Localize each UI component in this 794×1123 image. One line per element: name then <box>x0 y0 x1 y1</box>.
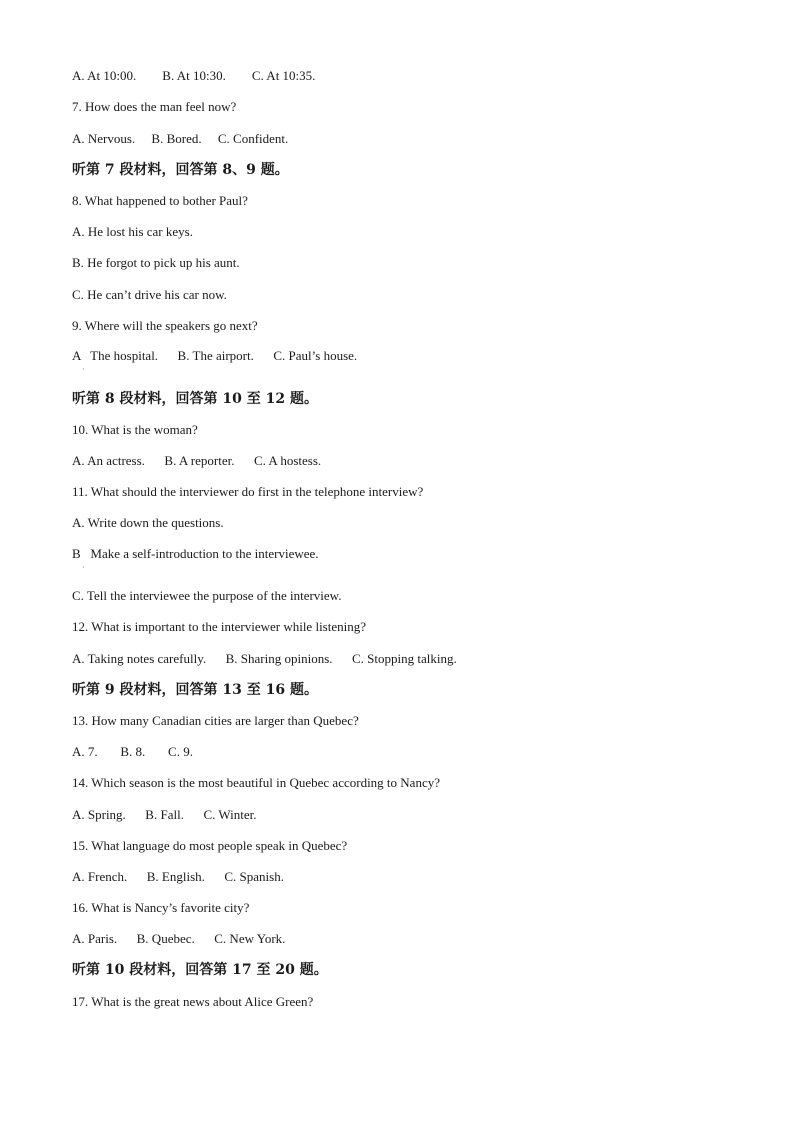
q8-option-a: A. He lost his car keys. <box>72 224 193 239</box>
q15-question: 15. What language do most people speak in Quebec? <box>72 838 348 853</box>
q10-options: A. An actress. B. A reporter. C. A hostess. <box>72 453 322 468</box>
section-9-heading: 听第 9 段材料，回答第 13 至 16 题。 <box>72 682 318 698</box>
q9-options: A The hospital. B. The airport. C. Paul’s house. <box>72 348 358 363</box>
q14-options: A. Spring. B. Fall. C. Winter. <box>72 807 257 822</box>
q6-options: A. At 10:00. B. At 10:30. C. At 10:35. <box>72 68 316 83</box>
q13-question: 13. How many Canadian cities are larger than Quebec? <box>72 713 359 728</box>
section-10-heading: 听第 10 段材料，回答第 17 至 20 题。 <box>72 962 328 978</box>
q12-options: A. Taking notes carefully. B. Sharing opinions. C. Stopping talking. <box>72 651 457 666</box>
q12-question: 12. What is important to the interviewer while listening? <box>72 619 366 634</box>
stray-dot: · <box>82 365 85 374</box>
q9-question: 9. Where will the speakers go next? <box>72 318 258 333</box>
q7-question: 7. How does the man feel now? <box>72 99 237 114</box>
q8-question: 8. What happened to bother Paul? <box>72 193 248 208</box>
q11-option-c: C. Tell the interviewee the purpose of the interview. <box>72 588 342 603</box>
q10-question: 10. What is the woman? <box>72 422 198 437</box>
section-8-heading: 听第 8 段材料，回答第 10 至 12 题。 <box>72 391 318 407</box>
q11-option-b: B Make a self-introduction to the interviewee. <box>72 546 319 561</box>
section-7-heading: 听第 7 段材料，回答第 8、9 题。 <box>72 162 289 178</box>
q17-question: 17. What is the great news about Alice Green? <box>72 994 314 1009</box>
q7-options: A. Nervous. B. Bored. C. Confident. <box>72 131 289 146</box>
q13-options: A. 7. B. 8. C. 9. <box>72 744 193 759</box>
q15-options: A. French. B. English. C. Spanish. <box>72 869 284 884</box>
q16-question: 16. What is Nancy’s favorite city? <box>72 900 250 915</box>
q11-option-a: A. Write down the questions. <box>72 515 224 530</box>
stray-dot: · <box>82 563 85 572</box>
q8-option-c: C. He can’t drive his car now. <box>72 287 227 302</box>
q8-option-b: B. He forgot to pick up his aunt. <box>72 255 240 270</box>
q16-options: A. Paris. B. Quebec. C. New York. <box>72 931 286 946</box>
q11-question: 11. What should the interviewer do first in the telephone interview? <box>72 484 424 499</box>
q14-question: 14. Which season is the most beautiful in Quebec according to Nancy? <box>72 775 440 790</box>
